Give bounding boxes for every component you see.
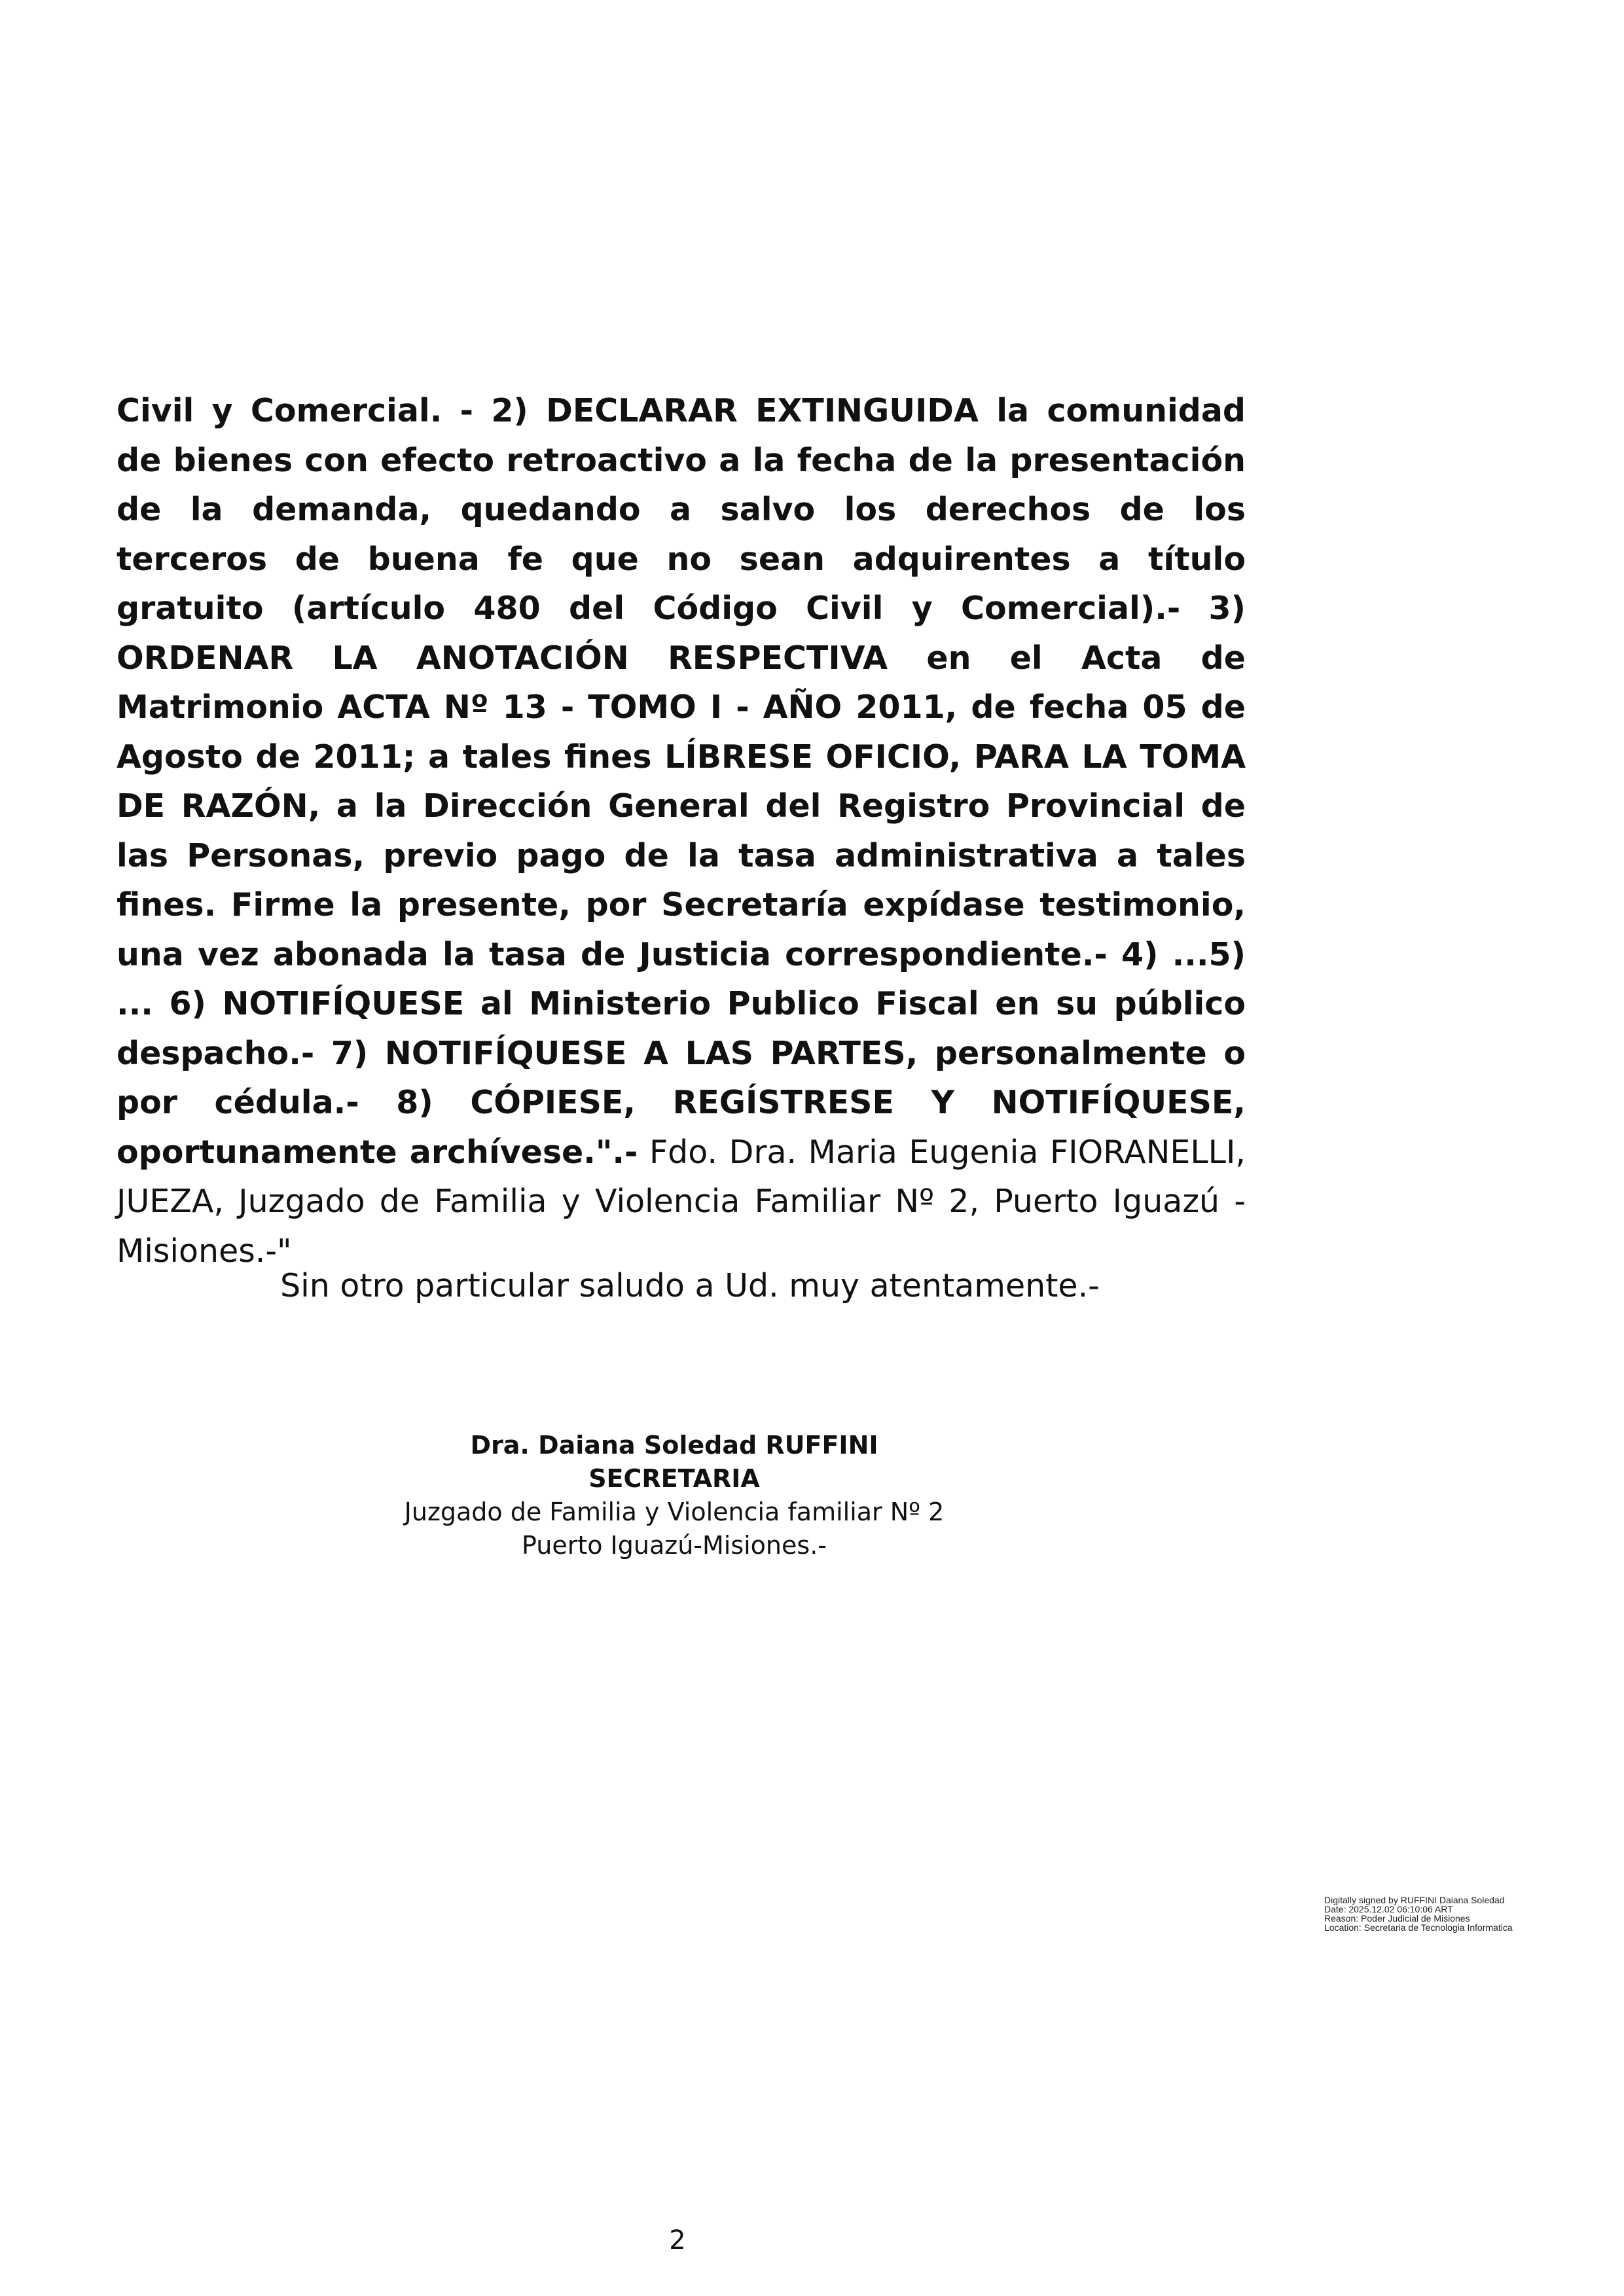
digital-signature-location: Location: Secretaria de Tecnologia Informatica [1324, 1922, 1513, 1933]
judge-signature-reference: Fdo. Dra. Maria Eugenia FIORANELLI, JUEZA, Juzgado de Familia y Violencia Familiar Nº 2, Puerto Iguazú - Misiones.-" [117, 1133, 1246, 1270]
digital-signature-reason: Reason: Poder Judicial de Misiones [1324, 1913, 1470, 1924]
digital-signature-signer: Digitally signed by RUFFINI Daiana Soledad [1324, 1895, 1505, 1905]
digital-signature-stamp [1324, 1895, 1521, 1932]
signer-name: Dra. Daiana Soledad RUFFINI [470, 1431, 878, 1460]
signature-block [380, 1429, 969, 1562]
resolution-operative-text: Civil y Comercial. - 2) DECLARAR EXTINGUIDA la comunidad de bienes con efecto retroactivo a la fecha de la presentación de la demanda, quedando a salvo los derechos de los terceros de buena fe que no sean adquirentes a título gratuito (artículo 480 del Código Civil y Comercial).- 3) ORDENAR LA ANOTACIÓN RESPECTIVA en el Acta de Matrimonio ACTA Nº 13 - TOMO I - AÑO 2011, de fecha 05 de Agosto de 2011; a tales fines LÍBRESE OFICIO, PARA LA TOMA DE RAZÓN, a la Dirección General del Registro Provincial de las Personas, previo pago de la tasa administrativa a tales fines. Firme la presente, por Secretaría expídase testimonio, una vez abonada la tasa de Justicia correspondiente.- 4) ...5) ... 6) NOTIFÍQUESE al Ministerio Publico Fiscal en su público despacho.- 7) NOTIFÍQUESE A LAS PARTES, personalmente o por cédula.- 8) CÓPIESE, REGÍSTRESE Y NOTIFÍQUESE, oportunamente archívese.".- [117, 392, 1246, 1171]
digital-signature-date: Date: 2025.12.02 06:10:06 ART [1324, 1904, 1453, 1914]
resolution-body-paragraph [117, 386, 1246, 1276]
page-number: 2 [669, 2225, 686, 2255]
signer-location: Puerto Iguazú-Misiones.- [521, 1531, 827, 1560]
signer-court: Juzgado de Familia y Violencia familiar Nº 2 [404, 1498, 945, 1526]
closing-greeting: Sin otro particular saludo a Ud. muy atentamente.- [280, 1267, 1100, 1304]
signer-role: SECRETARIA [588, 1464, 760, 1493]
